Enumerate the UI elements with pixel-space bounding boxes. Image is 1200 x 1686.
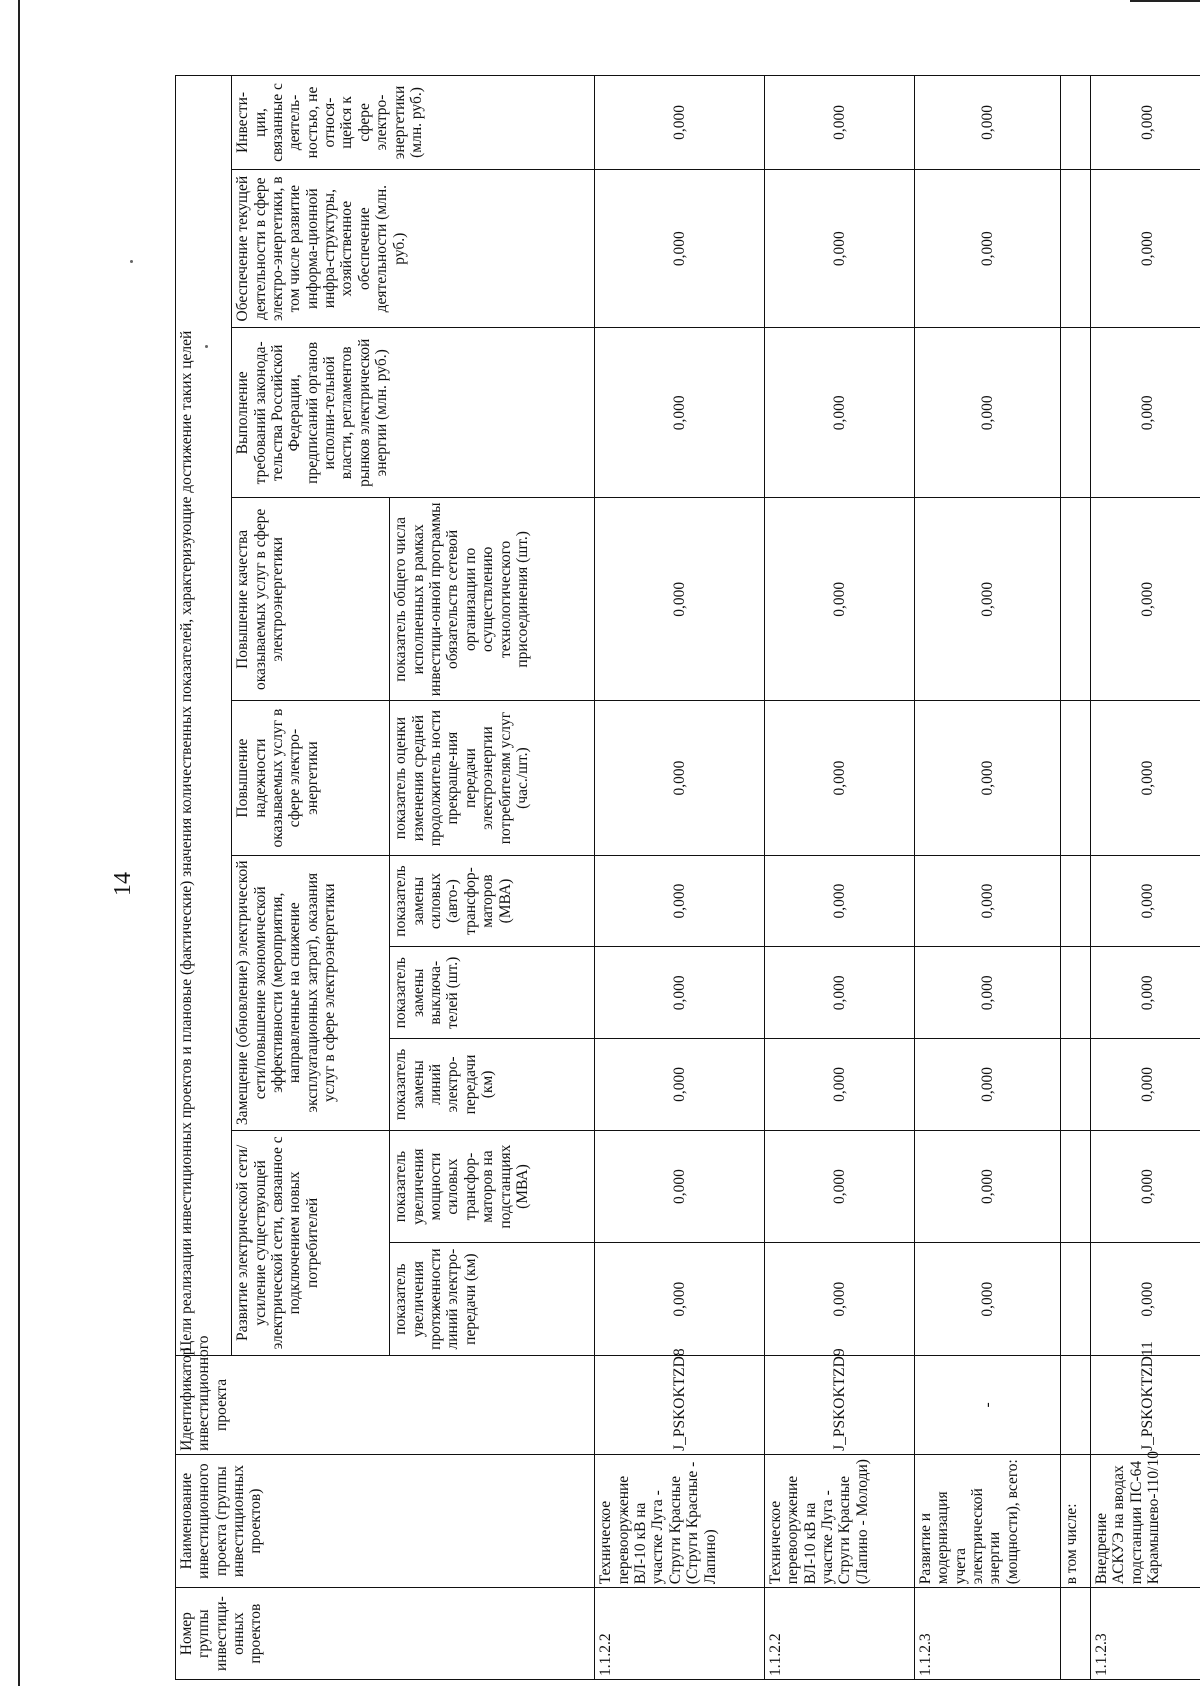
investment-table-rotated (175, 75, 1200, 1680)
header-repl-switches: показатель замены выключа-телей (шт.) (390, 947, 595, 1039)
cell-id: - (914, 1355, 1060, 1454)
cell-id: J_PSKOKTZD9 (764, 1355, 914, 1454)
header-reliability-indicator: показатель оценки изменения средней продолжитель ности прекраще-ния передачи электроэнергии потребителям услуг (час./шт.) (390, 701, 595, 855)
cell-name: Развитие и модернизация учета электрической энергии (мощности), всего: (914, 1454, 1060, 1587)
cell-value: 0,000 (764, 328, 914, 498)
cell-value: 0,000 (1091, 169, 1200, 327)
table-row (1091, 76, 1200, 1680)
cell-value: 0,000 (595, 328, 765, 498)
cell-value (1061, 855, 1091, 947)
cell-value (1061, 328, 1091, 498)
cell-value: 0,000 (764, 1243, 914, 1356)
cell-value: 0,000 (595, 1243, 765, 1356)
cell-value: 0,000 (764, 855, 914, 947)
table-row (764, 76, 914, 1680)
table-row (595, 76, 765, 1680)
cell-value (1061, 169, 1091, 327)
table-row (1061, 76, 1091, 1680)
cell-value: 0,000 (764, 76, 914, 170)
cell-value: 0,000 (595, 76, 765, 170)
scan-edge-line (18, 0, 20, 1686)
header-other-investments: Инвести-ции, связанные с деятель-ностью, не относя-щейся к сфере электро-энергетики (млн. руб.) (232, 76, 595, 170)
header-project-name: Наименование инвестиционного проекта (группы инвестиционных проектов) (176, 1454, 595, 1587)
cell-value (1061, 1039, 1091, 1131)
header-repl-lines: показатель замены линий электро-передачи (км) (390, 1039, 595, 1131)
cell-value (1061, 498, 1091, 701)
cell-value (1061, 76, 1091, 170)
cell-id (1061, 1355, 1091, 1454)
header-goals: Цели реализации инвестиционных проектов и плановые (фактические) значения количественных показателей, характеризующие достижение таких целей (176, 76, 232, 1356)
header-quality: Повышение качества оказываемых услуг в сфере электроэнергетики (232, 498, 390, 701)
cell-id: J_PSKOKTZD11 (1091, 1355, 1200, 1454)
header-replacement: Замещение (обновление) электрической сети/повышение экономической эффективности (мероприятия, направленные на снижение эксплуатационных затрат), оказания услуг в сфере электроэнергетики (232, 855, 390, 1130)
cell-value: 0,000 (595, 947, 765, 1039)
cell-value: 0,000 (914, 855, 1060, 947)
header-current-activity: Обеспечение текущей деятельности в сфере электро-энергетики, в том числе развитие информа-ционной инфра-структуры, хозяйственное обеспечение деятельности (млн. руб.) (232, 169, 595, 327)
cell-value: 0,000 (1091, 328, 1200, 498)
investment-table (175, 75, 1200, 1680)
cell-value: 0,000 (914, 1039, 1060, 1131)
cell-value: 0,000 (914, 169, 1060, 327)
cell-name: Техническое перевооружение ВЛ-10 кВ на участке Луга - Струги Красные (Лапино - Молоди) (764, 1454, 914, 1587)
cell-value: 0,000 (914, 701, 1060, 855)
cell-value: 0,000 (595, 1039, 765, 1131)
cell-value: 0,000 (914, 498, 1060, 701)
cell-value: 0,000 (1091, 1130, 1200, 1243)
cell-group (1061, 1588, 1091, 1680)
cell-value: 0,000 (914, 1243, 1060, 1356)
cell-value: 0,000 (1091, 76, 1200, 170)
cell-value: 0,000 (595, 1130, 765, 1243)
page-number: 14 (109, 872, 136, 896)
cell-value: 0,000 (595, 498, 765, 701)
scan-edge-line-top (1130, 0, 1200, 2)
header-quality-indicator: показатель общего числа исполненных в рамках инвестици-онной программы обязательств сетевой организации по осуществлению технологического присоединения (шт.) (390, 498, 595, 701)
cell-value: 0,000 (595, 169, 765, 327)
table-row (914, 76, 1060, 1680)
cell-id: J_PSKOKTZD8 (595, 1355, 765, 1454)
scan-speck (130, 260, 133, 263)
cell-value: 0,000 (1091, 1243, 1200, 1356)
cell-value: 0,000 (1091, 701, 1200, 855)
cell-value: 0,000 (764, 947, 914, 1039)
cell-name: в том числе: (1061, 1454, 1091, 1587)
header-dev-power: показатель увеличения мощности силовых трансфор-маторов на подстанциях (МВА) (390, 1130, 595, 1243)
cell-group: 1.1.2.3 (1091, 1588, 1200, 1680)
header-project-id: Идентификатор инвестиционного проекта (176, 1355, 595, 1454)
header-group-number: Номер группы инвестици-онных проектов (176, 1588, 595, 1680)
cell-value: 0,000 (1091, 1039, 1200, 1131)
cell-value (1061, 947, 1091, 1039)
cell-value: 0,000 (1091, 855, 1200, 947)
cell-value: 0,000 (1091, 498, 1200, 701)
header-legal: Выполнение требований законода-тельства Российской Федерации, предписаний органов исполни-тельной власти, регламентов рынков электрической энергии (млн. руб.) (232, 328, 595, 498)
cell-value: 0,000 (1091, 947, 1200, 1039)
cell-value: 0,000 (914, 1130, 1060, 1243)
cell-value: 0,000 (595, 855, 765, 947)
cell-value (1061, 1130, 1091, 1243)
header-development: Развитие электрической сети/усиление существующей электрической сети, связанное с подключением новых потребителей (232, 1130, 390, 1355)
cell-value: 0,000 (914, 76, 1060, 170)
cell-value: 0,000 (595, 701, 765, 855)
cell-value (1061, 701, 1091, 855)
header-reliability: Повышение надежности оказываемых услуг в сфере электро-энергетики (232, 701, 390, 855)
cell-value: 0,000 (914, 328, 1060, 498)
cell-value: 0,000 (764, 169, 914, 327)
cell-value: 0,000 (764, 701, 914, 855)
header-dev-length: показатель увеличения протяженности линий электро-передачи (км) (390, 1243, 595, 1356)
cell-group: 1.1.2.3 (914, 1588, 1060, 1680)
cell-value (1061, 1243, 1091, 1356)
cell-name: Техническое перевооружение ВЛ-10 кВ на участке Луга - Струги Красные (Струги Красные - Лапино) (595, 1454, 765, 1587)
cell-value: 0,000 (764, 1039, 914, 1131)
cell-value: 0,000 (764, 498, 914, 701)
cell-value: 0,000 (764, 1130, 914, 1243)
cell-value: 0,000 (914, 947, 1060, 1039)
cell-group: 1.1.2.2 (595, 1588, 765, 1680)
header-repl-transformers: показатель замены силовых (авто-) трансфор-маторов (МВА) (390, 855, 595, 947)
cell-name: Внедрение АСКУЭ на вводах подстанции ПС-64 Карамышево-110/10 (1091, 1454, 1200, 1587)
cell-group: 1.1.2.2 (764, 1588, 914, 1680)
